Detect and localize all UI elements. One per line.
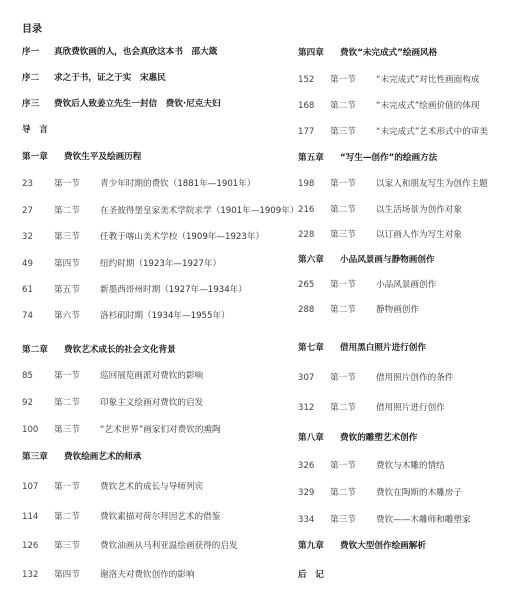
toc-section-entry [22, 369, 203, 383]
entry-title: 印象主义绘画对费钦的启发 [100, 398, 204, 408]
entry-label: 第六章 [298, 255, 324, 265]
toc-section-entry [22, 204, 298, 218]
entry-label: 第四节 [54, 259, 80, 269]
entry-title: 费钦“未完成式”绘画风格 [340, 48, 438, 58]
toc-section-entry [298, 73, 479, 87]
entry-label: 第四章 [298, 48, 324, 58]
toc-section-entry [298, 459, 445, 473]
entry-label: 序三 [22, 99, 40, 109]
toc-section-entry [298, 177, 488, 191]
entry-label: 第三节 [54, 425, 80, 435]
entry-label: 第三章 [22, 452, 48, 462]
entry-title: 费钦——木雕师和雕塑家 [376, 515, 471, 525]
entry-title: 费钦生平及绘画历程 [64, 152, 142, 162]
entry-title: 费钦的雕塑艺术创作 [340, 433, 418, 443]
page-number: 329 [298, 488, 315, 498]
entry-title: “未完成式”绘画价值的体现 [376, 101, 480, 111]
page-number: 107 [22, 482, 39, 492]
entry-title: 费钦油画从马利亚温绘画获得的启发 [100, 541, 238, 551]
toc-preface-entry [22, 123, 54, 137]
entry-label: 第二节 [54, 512, 80, 522]
entry-title: 费钦绘画艺术的师承 [64, 452, 142, 462]
entry-title: 费钦在陶斯的木雕房子 [376, 488, 462, 498]
toc-section-entry [22, 396, 203, 410]
entry-label: 第三节 [330, 515, 356, 525]
entry-label: 序二 [22, 73, 40, 83]
entry-title: 费钦与木雕的情结 [376, 461, 445, 471]
toc-section-entry [22, 309, 230, 323]
entry-label: 第一节 [330, 179, 356, 189]
entry-title: 费钦素描对荷尔拜因艺术的借鉴 [100, 512, 221, 522]
entry-label: 第一节 [54, 179, 80, 189]
page-number: 288 [298, 305, 315, 315]
entry-label: 第七章 [298, 343, 324, 353]
entry-title: “艺术世界”画家们对费钦的熏陶 [100, 425, 221, 435]
entry-label: 第五节 [54, 285, 80, 295]
entry-title: 以生活场景为创作对象 [376, 205, 462, 215]
entry-title: 费钦后人致姜立先生一封信 费钦·尼克夫妇 [54, 99, 221, 109]
toc-preface-entry [22, 97, 221, 111]
page-number: 198 [298, 179, 315, 189]
entry-title: 小品风景画与静物画创作 [340, 255, 435, 265]
entry-label: 第二节 [54, 206, 80, 216]
entry-title: “未完成式”艺术形式中的审美 [376, 127, 489, 137]
toc-section-entry [22, 568, 195, 582]
page-number: 32 [22, 232, 33, 242]
page-number: 126 [22, 541, 39, 551]
entry-label: 第三节 [330, 127, 356, 137]
entry-title: 在圣彼得堡皇家美术学院求学（1901年—1909年） [100, 206, 299, 216]
toc-section-entry [298, 203, 462, 217]
page-number: 216 [298, 205, 315, 215]
toc-chapter-entry [298, 568, 340, 582]
entry-label: 第一节 [330, 280, 356, 290]
entry-title: 巡回展览画派对费钦的影响 [100, 371, 204, 381]
toc-section-entry [298, 278, 436, 292]
page-number: 61 [22, 285, 33, 295]
entry-label: 第五章 [298, 153, 324, 163]
toc-chapter-entry [22, 343, 176, 357]
entry-label: 第一节 [54, 482, 80, 492]
page-number: 152 [298, 75, 315, 85]
page-number: 74 [22, 311, 33, 321]
entry-label: 第二节 [330, 403, 356, 413]
toc-chapter-entry [298, 341, 426, 355]
entry-title: 借用照片进行创作 [376, 403, 445, 413]
entry-title: 借用照片创作的条件 [376, 373, 454, 383]
page-number: 100 [22, 425, 39, 435]
toc-title: 目录 [22, 24, 42, 35]
entry-title: 洛杉矶时期（1934年—1955年） [100, 311, 230, 321]
entry-title: 新墨西哥州时期（1927年—1934年） [100, 285, 247, 295]
page-number: 49 [22, 259, 33, 269]
page-number: 132 [22, 570, 39, 580]
entry-title: 费钦大型创作绘画解析 [340, 541, 426, 551]
toc-section-entry [298, 401, 445, 415]
page-number: 312 [298, 403, 315, 413]
toc-section-entry [298, 486, 462, 500]
entry-title: “写生—创作”的绘画方法 [340, 153, 438, 163]
toc-section-entry [298, 371, 453, 385]
toc-section-entry [22, 510, 220, 524]
toc-section-entry [22, 177, 255, 191]
page-number: 265 [298, 280, 315, 290]
page-number: 92 [22, 398, 33, 408]
entry-title: 谢洛夫对费钦创作的影响 [100, 570, 195, 580]
entry-title: 借用黑白照片进行创作 [340, 343, 426, 353]
toc-chapter-entry [298, 539, 426, 553]
entry-label: 序一 [22, 47, 40, 57]
entry-title: 以家人和朋友写生为创作主题 [376, 179, 488, 189]
page-number: 168 [298, 101, 315, 111]
entry-label: 第二章 [22, 345, 48, 355]
toc-section-entry [22, 257, 221, 271]
entry-label: 第三节 [54, 232, 80, 242]
page-number: 326 [298, 461, 315, 471]
entry-label: 第四节 [54, 570, 80, 580]
entry-title: 纽约时期（1923年—1927年） [100, 259, 222, 269]
toc-section-entry [298, 125, 488, 139]
entry-label: 第二节 [330, 305, 356, 315]
entry-label: 第一节 [330, 373, 356, 383]
toc-section-entry [22, 539, 238, 553]
toc-section-entry [298, 228, 462, 242]
entry-label: 第二节 [330, 488, 356, 498]
entry-label: 第一节 [330, 461, 356, 471]
entry-label: 第六节 [54, 311, 80, 321]
toc-section-entry [298, 513, 471, 527]
entry-label: 第三节 [330, 230, 356, 240]
toc-section-entry [22, 283, 247, 297]
page-number: 23 [22, 179, 33, 189]
entry-label: 第二节 [54, 398, 80, 408]
toc-chapter-entry [298, 253, 435, 267]
toc-section-entry [22, 423, 221, 437]
toc-section-entry [298, 99, 479, 113]
entry-label: 第三节 [54, 541, 80, 551]
entry-title: 任教于喀山美术学校（1909年—1923年） [100, 232, 265, 242]
entry-title: “未完成式”对比性画面构成 [376, 75, 480, 85]
entry-title: 求之于书，证之于实 宋惠民 [54, 73, 166, 83]
entry-title: 费钦艺术的成长与导师列宾 [100, 482, 204, 492]
entry-label: 第一节 [54, 371, 80, 381]
entry-title: 小品风景画创作 [376, 280, 437, 290]
toc-chapter-entry [298, 431, 417, 445]
entry-label: 第九章 [298, 541, 324, 551]
page-number: 228 [298, 230, 315, 240]
entry-label: 第二节 [330, 101, 356, 111]
entry-title: 青少年时期的费钦（1881年—1901年） [100, 179, 256, 189]
toc-preface-entry [22, 71, 166, 85]
toc-section-entry [22, 480, 203, 494]
entry-title: 真欣费钦画的人，也会真欣这本书 邵大箴 [54, 47, 218, 57]
page-number: 334 [298, 515, 315, 525]
page-number: 177 [298, 127, 315, 137]
entry-label: 第八章 [298, 433, 324, 443]
entry-label: 第一节 [330, 75, 356, 85]
toc-preface-entry [22, 45, 217, 59]
page-number: 85 [22, 371, 33, 381]
toc-chapter-entry [22, 150, 141, 164]
toc-chapter-entry [298, 151, 437, 165]
page-number: 114 [22, 512, 39, 522]
entry-title: 以订画人作为写生对象 [376, 230, 462, 240]
entry-title: 静物画创作 [376, 305, 419, 315]
page-number: 307 [298, 373, 315, 383]
entry-label: 后 记 [298, 570, 324, 580]
entry-label: 第二节 [330, 205, 356, 215]
entry-title: 费钦艺术成长的社会文化背景 [64, 345, 176, 355]
page-number: 27 [22, 206, 33, 216]
toc-chapter-entry [22, 450, 141, 464]
toc-section-entry [22, 230, 264, 244]
entry-label: 第一章 [22, 152, 48, 162]
entry-label: 导 言 [22, 125, 48, 135]
toc-section-entry [298, 303, 419, 317]
toc-chapter-entry [298, 46, 437, 60]
